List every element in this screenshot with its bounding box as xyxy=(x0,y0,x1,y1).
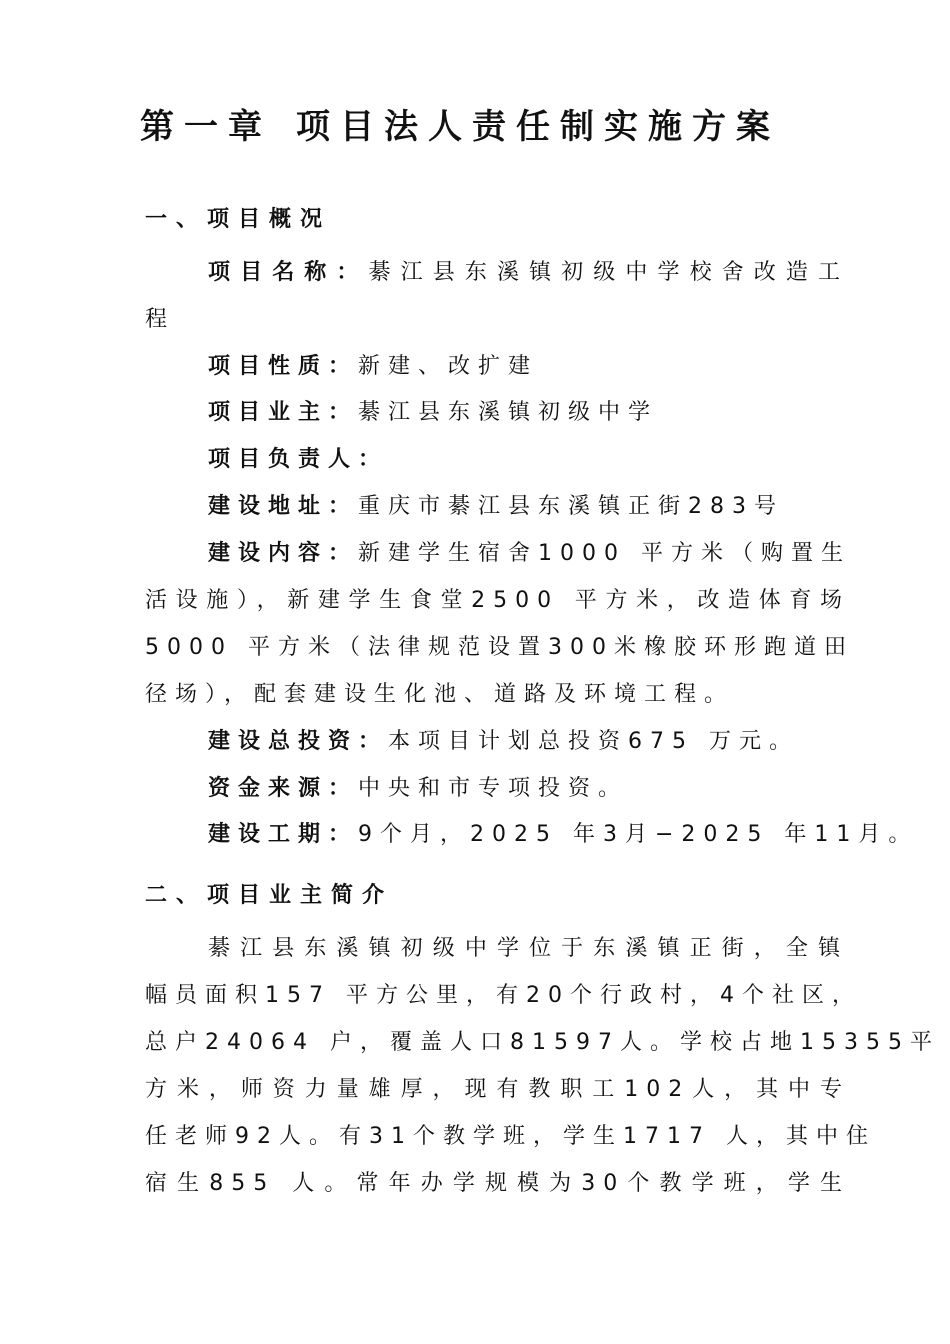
project-nature-line xyxy=(208,352,848,382)
construction-content-line-1 xyxy=(208,539,851,569)
funding-source-line xyxy=(208,774,848,804)
project-name-line xyxy=(208,258,848,288)
construction-content-line-2: 活设施），新建学生食堂2500 平方米，改造体育场 xyxy=(145,588,850,613)
project-owner-line xyxy=(208,398,848,428)
project-name-value: 綦江县东溪镇初级中学校舍改造工 xyxy=(368,260,848,285)
construction-address-line xyxy=(208,492,848,522)
project-owner-label: 项目业主： xyxy=(208,400,359,425)
construction-period-value: 9个月，2025 年3月−2025 年11月。 xyxy=(358,822,919,847)
chapter-number: 第一章 xyxy=(140,107,272,147)
project-owner-value: 綦江县东溪镇初级中学 xyxy=(358,400,659,425)
project-leader-label: 项目负责人： xyxy=(208,447,389,472)
total-investment-line xyxy=(208,727,848,757)
project-name-label: 项目名称： xyxy=(208,260,369,285)
project-nature-label: 项目性质： xyxy=(208,354,359,379)
construction-content-label: 建设内容： xyxy=(208,541,359,566)
chapter-title xyxy=(140,104,860,150)
project-leader-line xyxy=(208,445,848,475)
section-heading-overview: 一、项目概况 xyxy=(145,207,332,232)
owner-intro-line-1: 綦江县东溪镇初级中学位于东溪镇正街，全镇 xyxy=(208,936,848,961)
owner-intro-line-5: 任老师92人。有31个教学班，学生1717 人，其中住 xyxy=(145,1124,876,1149)
construction-period-line xyxy=(208,820,919,850)
construction-address-label: 建设地址： xyxy=(208,494,359,519)
funding-source-label: 资金来源： xyxy=(208,776,359,801)
owner-intro-line-4: 方米，师资力量雄厚，现有教职工102人，其中专 xyxy=(145,1077,850,1102)
construction-content-value-1: 新建学生宿舍1000 平方米（购置生 xyxy=(358,541,851,566)
construction-content-line-3: 5000 平方米（法律规范设置300米橡胶环形跑道田 xyxy=(145,635,854,660)
construction-period-label: 建设工期： xyxy=(208,822,359,847)
funding-source-value: 中央和市专项投资。 xyxy=(358,776,629,801)
total-investment-value: 本项目计划总投资675 万元。 xyxy=(388,729,800,754)
project-name-continuation: 程 xyxy=(145,307,176,332)
total-investment-label: 建设总投资： xyxy=(208,729,389,754)
owner-intro-line-6: 宿生855 人。常年办学规模为30个教学班，学生 xyxy=(145,1171,850,1196)
chapter-name: 项目法人责任制实施方案 xyxy=(296,107,780,147)
section-heading-owner-intro: 二、项目业主简介 xyxy=(145,883,394,908)
construction-content-line-4: 径场），配套建设生化池、道路及环境工程。 xyxy=(145,682,735,707)
construction-address-value: 重庆市綦江县东溪镇正街283号 xyxy=(358,494,785,519)
project-nature-value: 新建、改扩建 xyxy=(358,354,539,379)
owner-intro-line-3: 总户24064 户，覆盖人口81597人。学校占地15355平 xyxy=(145,1030,940,1055)
owner-intro-line-2: 幅员面积157 平方公里，有20个行政村，4个社区， xyxy=(145,983,862,1008)
